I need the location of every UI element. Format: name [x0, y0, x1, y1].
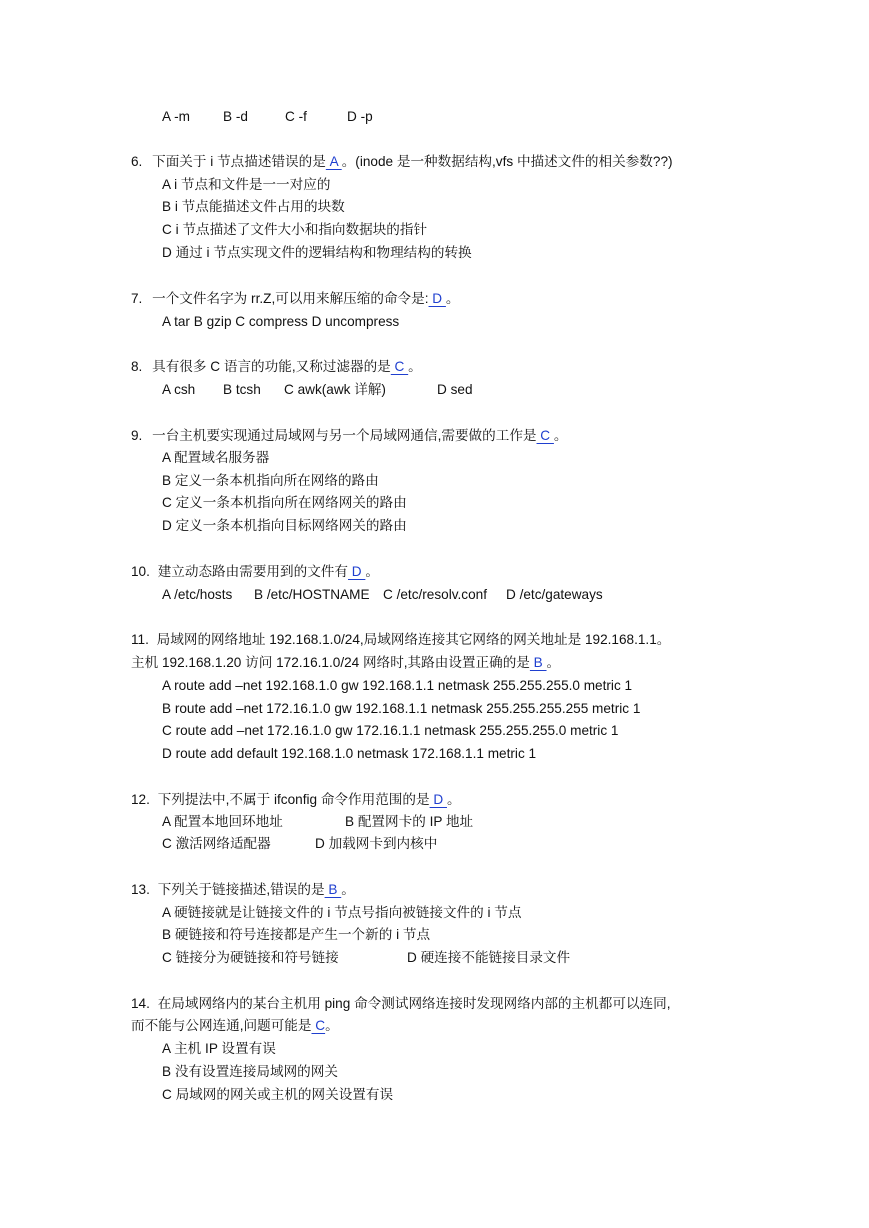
q10-stem — [131, 563, 379, 581]
q11-answer: B — [529, 655, 547, 670]
q14-answer: C — [311, 1018, 326, 1033]
q11-option-c: C route add –net 172.16.1.0 gw 172.16.1.1 netmask 255.255.255.0 metric 1 — [162, 723, 619, 738]
q13-option-b: B 硬链接和符号连接都是产生一个新的 i 节点 — [162, 927, 431, 942]
q6-stem — [131, 153, 673, 171]
q14-option-b: B 没有设置连接局域网的网关 — [162, 1064, 338, 1079]
q12-option-b: B 配置网卡的 IP 地址 — [345, 814, 474, 829]
q12-option-c: C 激活网络适配器 — [162, 836, 271, 851]
q10-number: 10. — [131, 564, 150, 579]
q11-stem-text-1: 局域网的网络地址 192.168.1.0/24,局域网络连接其它网络的网关地址是 192.168.1.1。 — [156, 632, 671, 647]
q10-stem-tail: 。 — [365, 564, 379, 579]
q13-stem — [131, 881, 355, 899]
q8-number: 8. — [131, 359, 143, 374]
q8-options — [162, 381, 473, 399]
q13-number: 13. — [131, 882, 150, 897]
q6-number: 6. — [131, 154, 143, 169]
q8-stem — [131, 358, 422, 376]
q10-stem-text: 建立动态路由需要用到的文件有 — [157, 564, 348, 579]
q10-options — [162, 586, 603, 604]
q12-options-row1 — [162, 813, 473, 831]
q9-stem — [131, 427, 568, 445]
q11-option-b: B route add –net 172.16.1.0 gw 192.168.1.1 netmask 255.255.255.255 metric 1 — [162, 701, 641, 716]
q5-options — [162, 108, 373, 126]
q11-number: 11. — [131, 632, 149, 647]
q14-stem-text-2: 而不能与公网连通,问题可能是 — [131, 1018, 312, 1033]
q13-options-row3 — [162, 949, 570, 967]
q13-option-c: C 链接分为硬链接和符号链接 — [162, 950, 339, 965]
q12-stem-tail: 。 — [446, 792, 461, 807]
q10-option-d: D /etc/gateways — [506, 587, 603, 602]
q12-stem-text: 下列提法中,不属于 ifconfig 命令作用范围的是 — [157, 792, 430, 807]
q5-option-c: C -f — [285, 109, 307, 124]
q14-number: 14. — [131, 996, 150, 1011]
q9-stem-text: 一台主机要实现通过局域网与另一个局域网通信,需要做的工作是 — [152, 428, 537, 443]
q8-option-b: B tcsh — [223, 382, 261, 397]
q14-stem-text-1: 在局域网络内的某台主机用 ping 命令测试网络连接时发现网络内部的主机都可以连同, — [157, 996, 671, 1011]
q9-option-d: D 定义一条本机指向目标网络网关的路由 — [162, 518, 407, 533]
q9-option-b: B 定义一条本机指向所在网络的路由 — [162, 473, 379, 488]
q10-option-c: C /etc/resolv.conf — [383, 587, 488, 602]
q5-option-d: D -p — [347, 109, 373, 124]
q12-options-row2 — [162, 835, 437, 853]
q11-option-d: D route add default 192.168.1.0 netmask 172.168.1.1 metric 1 — [162, 746, 537, 761]
q11-option-a: A route add –net 192.168.1.0 gw 192.168.1.1 netmask 255.255.255.0 metric 1 — [162, 678, 633, 693]
q6-option-b: B i 节点能描述文件占用的块数 — [162, 199, 345, 214]
q7-stem — [131, 290, 460, 308]
q8-answer: C — [390, 359, 409, 374]
q11-stem-tail: 。 — [546, 655, 561, 670]
q13-option-d: D 硬连接不能链接目录文件 — [407, 950, 571, 965]
q13-stem-text: 下列关于链接描述,错误的是 — [157, 882, 325, 897]
q12-option-d: D 加载网卡到内核中 — [315, 836, 438, 851]
q9-option-a: A 配置域名服务器 — [162, 450, 270, 465]
q14-stem-line2 — [131, 1017, 339, 1035]
q12-stem — [131, 791, 461, 809]
q9-answer: C — [536, 428, 554, 443]
q8-option-c: C awk(awk 详解) — [284, 382, 386, 397]
q7-stem-tail: 。 — [445, 291, 460, 306]
q10-option-b: B /etc/HOSTNAME — [254, 587, 370, 602]
q13-stem-tail: 。 — [341, 882, 355, 897]
q14-option-c: C 局域网的网关或主机的网关设置有误 — [162, 1087, 394, 1102]
q7-number: 7. — [131, 291, 143, 306]
q14-stem-tail: 。 — [325, 1018, 339, 1033]
q12-number: 12. — [131, 792, 150, 807]
q12-answer: D — [429, 792, 447, 807]
q9-number: 9. — [131, 428, 143, 443]
q6-answer: A — [325, 154, 342, 169]
q8-stem-text: 具有很多 C 语言的功能,又称过滤器的是 — [152, 359, 391, 374]
q7-answer: D — [428, 291, 446, 306]
q6-option-a: A i 节点和文件是一一对应的 — [162, 177, 331, 192]
q14-stem-line1 — [131, 995, 671, 1013]
q5-option-a: A -m — [162, 109, 190, 124]
q6-stem-tail: 。(inode 是一种数据结构,vfs 中描述文件的相关参数??) — [341, 154, 673, 169]
q11-stem-line1 — [131, 631, 670, 649]
q13-answer: B — [324, 882, 342, 897]
q10-option-a: A /etc/hosts — [162, 587, 233, 602]
q6-option-d: D 通过 i 节点实现文件的逻辑结构和物理结构的转换 — [162, 245, 472, 260]
q11-stem-line2 — [131, 654, 560, 672]
q5-option-b: B -d — [223, 109, 248, 124]
q12-option-a: A 配置本地回环地址 — [162, 814, 283, 829]
q7-stem-text: 一个文件名字为 rr.Z,可以用来解压缩的命令是: — [152, 291, 429, 306]
q8-stem-tail: 。 — [408, 359, 422, 374]
q13-option-a: A 硬链接就是让链接文件的 i 节点号指向被链接文件的 i 节点 — [162, 905, 522, 920]
q6-option-c: C i 节点描述了文件大小和指向数据块的指针 — [162, 222, 428, 237]
q9-stem-tail: 。 — [553, 428, 568, 443]
q14-option-a: A 主机 IP 设置有误 — [162, 1041, 276, 1056]
q8-option-d: D sed — [437, 382, 473, 397]
q8-option-a: A csh — [162, 382, 196, 397]
q11-stem-text-2: 主机 192.168.1.20 访问 172.16.1.0/24 网络时,其路由设置正确的是 — [131, 655, 530, 670]
q10-answer: D — [348, 564, 366, 579]
q6-stem-text: 下面关于 i 节点描述错误的是 — [152, 154, 326, 169]
q9-option-c: C 定义一条本机指向所在网络网关的路由 — [162, 495, 407, 510]
q7-options: A tar B gzip C compress D uncompress — [162, 314, 400, 329]
